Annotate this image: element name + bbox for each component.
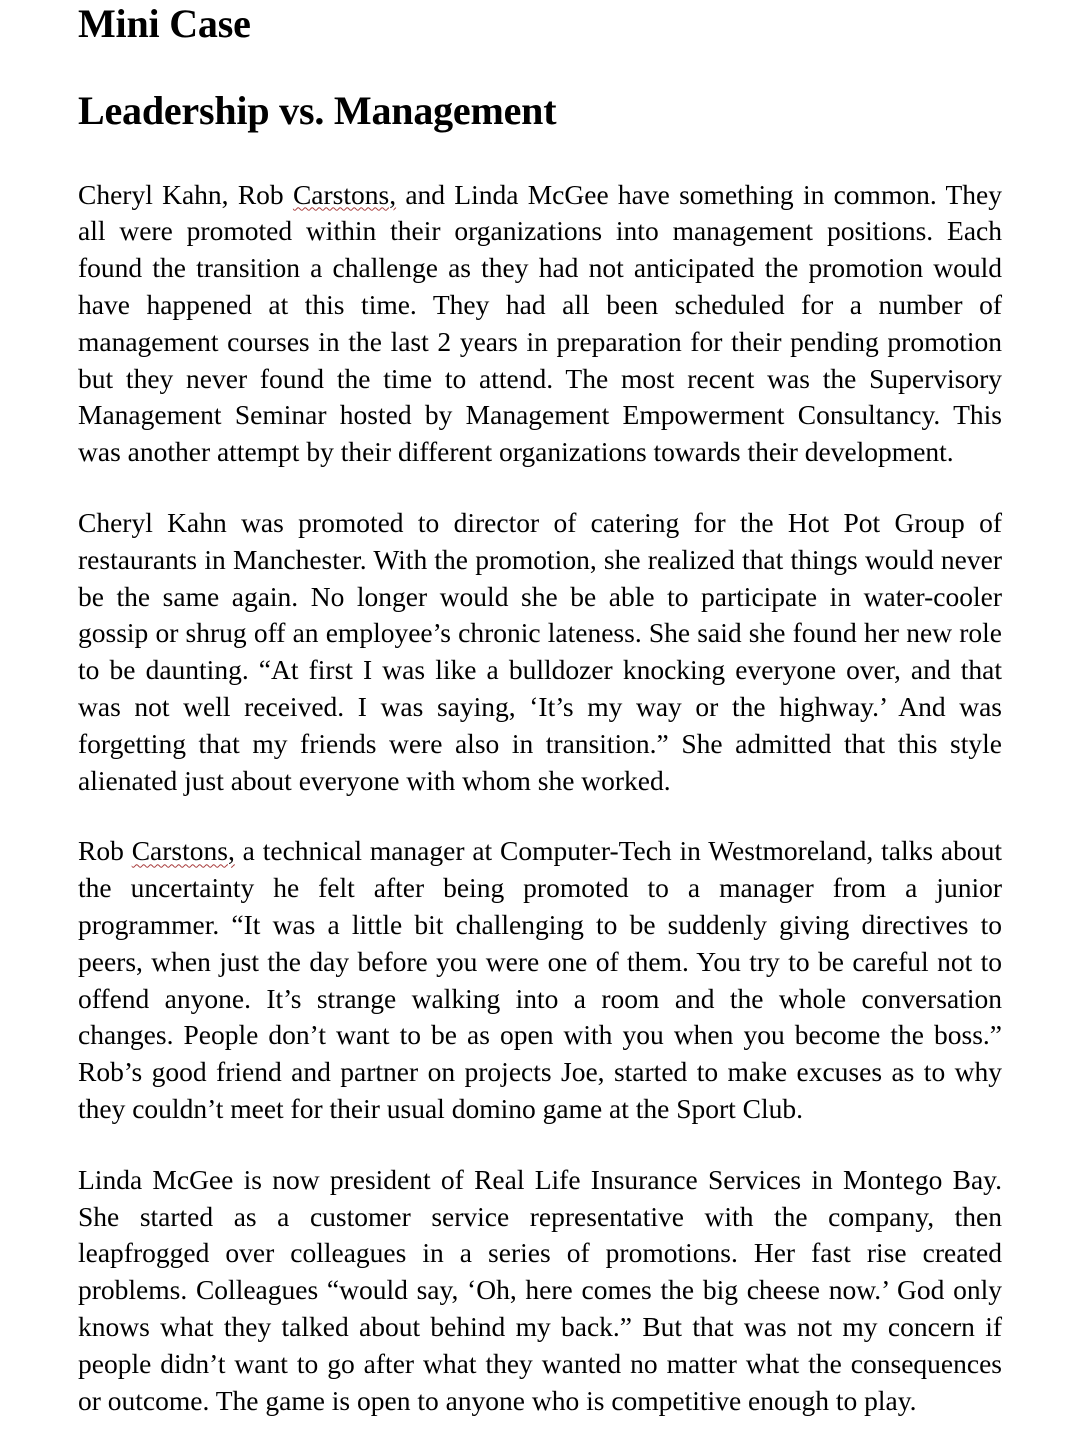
paragraph-cheryl-kahn: [78, 505, 1002, 799]
spellcheck-misspelled-word[interactable]: Carstons,: [131, 835, 235, 867]
paragraph-text: Linda McGee is now president of Real Life Insurance Services in Montego Bay. She started as a customer service representative with the company, then leapfrogged over colleagues in a series of promotions. Her fast rise created problems. Colleagues “would say, ‘Oh, here comes the big cheese now.’ God only knows what they talked about behind my back.” But that was not my concern if people didn’t want to go after what they wanted no matter what the consequences or outcome. The game is open to anyone who is competitive enough to play.: [78, 1163, 1002, 1416]
paragraph-text-rest: a technical manager at Computer-Tech in Westmoreland, talks about the uncertainty he felt after being promoted to a manager from a junior programmer. “It was a little bit challenging to be suddenly giving directives to peers, when just the day before you were one of them. You try to be careful not to offend anyone. It’s strange walking into a room and the whole conversation changes. People don’t want to be as open with you when you become the boss.” Rob’s good friend and partner on projects Joe, started to make excuses as to why they couldn’t meet for their usual domino game at the Sport Club.: [78, 835, 1003, 1124]
paragraph-text-lead: Cheryl Kahn, Rob: [78, 178, 293, 210]
paragraph-rob-carstons: [78, 833, 1002, 1127]
paragraph-text-rest: and Linda McGee have something in common. They all were promoted within their organizations into management positions. Each found the transition a challenge as they had not anticipated the promotion would have happened at this time. They had all been scheduled for a number of management courses in the last 2 years in preparation for their pending promotion but they never found the time to attend. The most recent was the Supervisory Management Seminar hosted by Management Empowerment Consultancy. This was another attempt by their different organizations towards their development.: [78, 178, 1002, 468]
paragraph-linda-mcgee: [78, 1162, 1002, 1420]
paragraph-intro: [78, 177, 1002, 471]
body-copy: [78, 177, 1002, 1420]
paragraph-text-lead: Rob: [78, 835, 132, 867]
page-title: Mini Case: [78, 1, 251, 46]
spellcheck-misspelled-word[interactable]: Carstons,: [292, 178, 397, 210]
page-subtitle: Leadership vs. Management: [78, 87, 557, 133]
paragraph-text: Cheryl Kahn was promoted to director of catering for the Hot Pot Group of restaurants in Manchester. With the promotion, she realized that things would never be the same again. No longer would she be able to participate in water-cooler gossip or shrug off an employee’s chronic lateness. She said she found her new role to be daunting. “At first I was like a bulldozer knocking everyone over, and that was not well received. I was saying, ‘It’s my way or the highway.’ And was forgetting that my friends were also in transition.” She admitted that this style alienated just about everyone with whom she worked.: [78, 506, 1002, 796]
